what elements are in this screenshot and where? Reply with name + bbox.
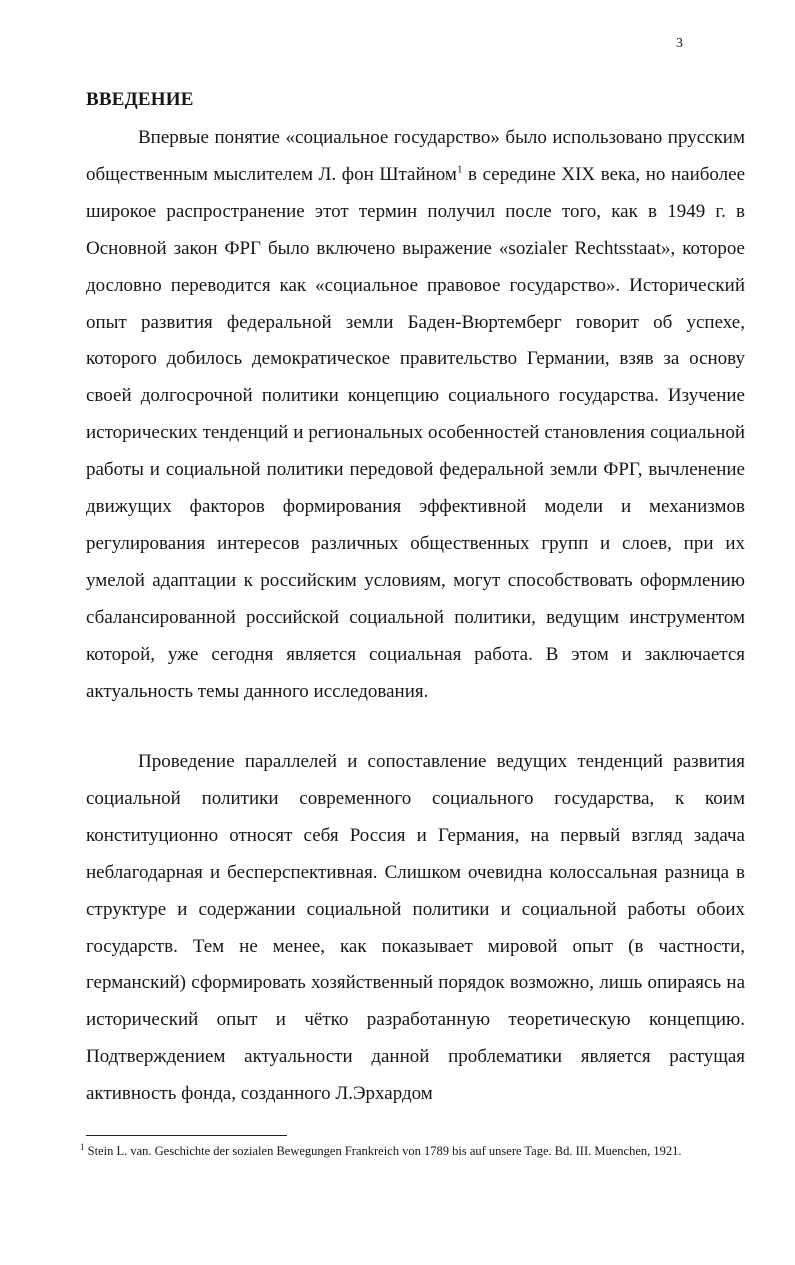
paragraph-1-text-start: Впервые понятие «социальное государство» было использовано прусским общественным мыслителем Л. фон Штайном <box>86 127 745 185</box>
footnote <box>80 1142 700 1161</box>
page-number: 3 <box>676 36 683 51</box>
footnote-marker: 1 <box>80 1141 85 1152</box>
footnote-reference: 1 <box>456 163 463 176</box>
section-heading: ВВЕДЕНИЕ <box>86 89 194 110</box>
paragraph-2: Проведение параллелей и сопоставление ведущих тенденций развития социальной политики современного социального государства, к коим конституционно относят себя Россия и Германия, на первый взгляд задача неблагодарная и бесперспективная. Слишком очевидна колоссальная разница в структуре и содержании социальной политики и социальной работы обоих государств. Тем не менее, как показывает мировой опыт (в частности, германский) сформировать хозяйственный порядок возможно, лишь опираясь на исторический опыт и чётко разработанную теоретическую концепцию. Подтверждением актуальности данной проблематики является растущая активность фонда, созданного Л.Эрхардом <box>86 751 745 1105</box>
footnote-divider <box>86 1135 287 1136</box>
paragraph-1-text-end: в середине XIX века, но наиболее широкое распространение этот термин получил после того, как в 1949 г. в Основной закон ФРГ было включено выражение «sozialer Rechtsstaat», которое дословно переводится как «социальное правовое государство». Исторический опыт развития федеральной земли Баден-Вюртемберг говорит об успехе, которого добилось демократическое правительство Германии, взяв за основу своей долгосрочной политики концепцию социального государства. Изучение исторических тенденций и региональных особенностей становления социальной работы и социальной политики передовой федеральной земли ФРГ, вычленение движущих факторов формирования эффективной модели и механизмов регулирования интересов различных общественных групп и слоев, при их умелой адаптации к российским условиям, могут способствовать оформлению сбалансированной российской социальной политики, ведущим инструментом которой, уже сегодня является социальная работа. В этом и заключается актуальность темы данного исследования. <box>86 163 746 702</box>
paragraph-1 <box>86 120 745 711</box>
footnote-text: Stein L. van. Geschichte der sozialen Bewegungen Frankreich von 1789 bis auf unsere Tage. Bd. III. Muenchen, 1921. <box>84 1144 682 1158</box>
